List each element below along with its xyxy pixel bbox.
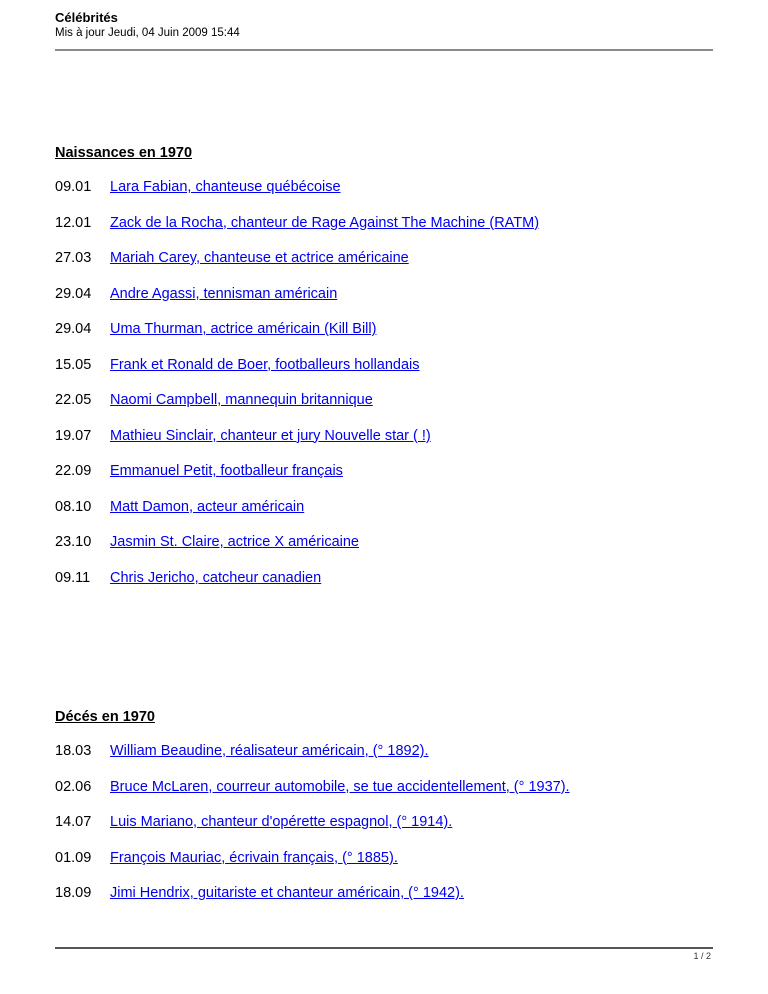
list-item (55, 249, 735, 285)
date: 01.09 (55, 849, 92, 866)
person-link[interactable]: François Mauriac, écrivain français, (° 1885). (110, 849, 398, 866)
list-item (55, 533, 735, 569)
footer-divider (55, 947, 713, 949)
date: 22.05 (55, 392, 92, 408)
date: 14.07 (55, 814, 92, 830)
list-item (55, 462, 735, 498)
list-item (55, 285, 735, 321)
births-section (55, 144, 735, 604)
date: 18.09 (55, 885, 92, 901)
list-item (55, 498, 735, 534)
person-link[interactable]: Matt Damon, acteur américain (110, 498, 305, 515)
list-item (55, 214, 735, 250)
person-link[interactable]: Andre Agassi, tennisman américain (110, 285, 338, 302)
person-link[interactable]: Uma Thurman, actrice américain (Kill Bill) (110, 321, 377, 337)
person-link[interactable]: Frank et Ronald de Boer, footballeurs hollandais (110, 356, 420, 373)
list-item (55, 178, 735, 214)
list-item (55, 391, 735, 427)
header-divider (55, 49, 713, 51)
date: 09.01 (55, 179, 92, 195)
date: 23.10 (55, 534, 92, 550)
person-link[interactable]: Mariah Carey, chanteuse et actrice américaine (110, 250, 409, 266)
list-item (55, 320, 735, 356)
person-link[interactable]: Bruce McLaren, courreur automobile, se tue accidentellement, (° 1937). (110, 778, 570, 795)
person-link[interactable]: Emmanuel Petit, footballeur français (110, 463, 343, 479)
date: 09.11 (55, 569, 91, 586)
person-link[interactable]: Lara Fabian, chanteuse québécoise (110, 179, 341, 195)
person-link[interactable]: Jasmin St. Claire, actrice X américaine (110, 534, 359, 550)
page-header (55, 10, 713, 41)
list-item (55, 742, 735, 778)
deaths-heading: Décés en 1970 (55, 709, 155, 725)
list-item (55, 813, 735, 849)
list-item (55, 356, 735, 392)
person-link[interactable]: Naomi Campbell, mannequin britannique (110, 392, 373, 408)
list-item (55, 884, 735, 920)
page-number: 1 / 2 (693, 951, 711, 961)
person-link[interactable]: Chris Jericho, catcheur canadien (110, 569, 322, 586)
person-link[interactable]: Luis Mariano, chanteur d'opérette espagnol, (° 1914). (110, 814, 453, 830)
page-title: Célébrités (55, 10, 118, 25)
date: 12.01 (55, 214, 92, 231)
person-link[interactable]: Zack de la Rocha, chanteur de Rage Against The Machine (RATM) (110, 214, 540, 231)
list-item (55, 427, 735, 463)
person-link[interactable]: Mathieu Sinclair, chanteur et jury Nouvelle star ( !) (110, 427, 431, 444)
last-updated: Mis à jour Jeudi, 04 Juin 2009 15:44 (55, 27, 240, 39)
date: 19.07 (55, 427, 92, 444)
list-item (55, 778, 735, 814)
date: 22.09 (55, 463, 92, 479)
list-item (55, 849, 735, 885)
person-link[interactable]: William Beaudine, réalisateur américain, (° 1892). (110, 743, 429, 759)
date: 02.06 (55, 778, 92, 795)
date: 29.04 (55, 321, 92, 337)
person-link[interactable]: Jimi Hendrix, guitariste et chanteur américain, (° 1942). (110, 885, 464, 901)
date: 18.03 (55, 743, 92, 759)
date: 15.05 (55, 356, 92, 373)
date: 08.10 (55, 498, 92, 515)
date: 29.04 (55, 285, 92, 302)
list-item (55, 569, 735, 605)
date: 27.03 (55, 250, 92, 266)
births-heading: Naissances en 1970 (55, 145, 193, 161)
deaths-section (55, 708, 735, 920)
